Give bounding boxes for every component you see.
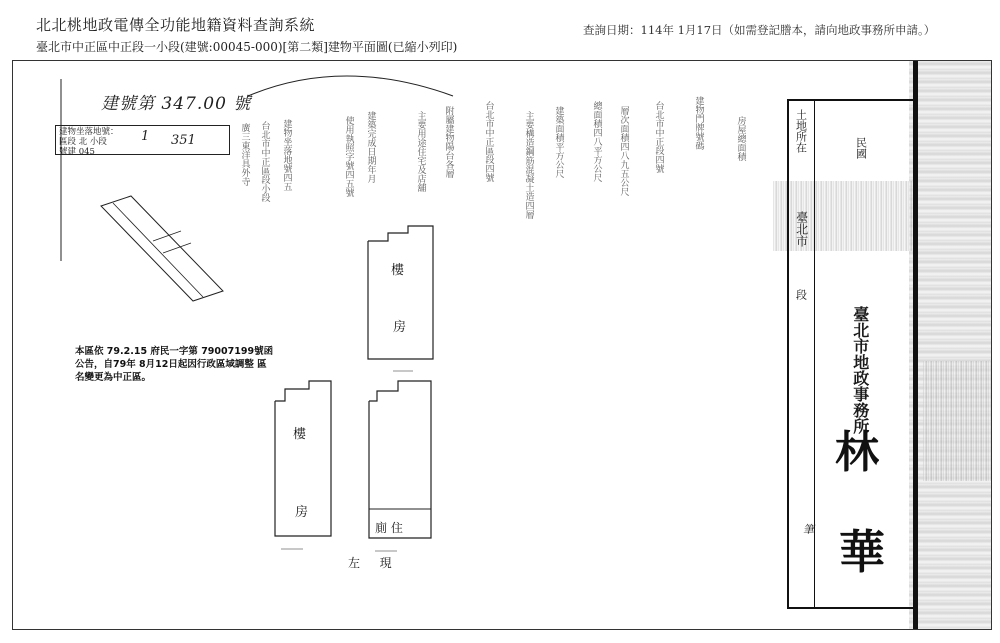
document-subtitle: 臺北市中正區中正段一小段(建號:00045-000)[第二類]建物平面圖(已縮小列印): [36, 40, 458, 54]
handwritten-note: 房屋總面積: [735, 116, 746, 161]
room-label: 樓: [391, 263, 405, 278]
handwritten-note: 總面積四八平方公尺: [591, 101, 602, 182]
scan-noise: [923, 361, 992, 481]
room-label: 廁 住: [375, 521, 403, 535]
room-label: 樓: [293, 427, 307, 442]
building-number: 建號第 347.00 號: [101, 94, 252, 114]
scanned-floor-plan: [12, 60, 992, 630]
scan-shadow: [909, 61, 992, 630]
stamp-republic-label: 民國: [854, 137, 868, 159]
stamp-district-label: 臺北市: [794, 211, 809, 247]
handwritten-note: 主要構造鋼筋混凝土造四層: [523, 111, 534, 219]
lot-number-value: 351: [171, 133, 196, 148]
chief-label: 筆: [803, 523, 814, 536]
location-line-2: 區段 北 小段: [59, 137, 107, 147]
handwritten-note: 主要用途住宅及店舖: [415, 111, 426, 192]
sub-section-value: 1: [141, 129, 150, 144]
location-box-text: [59, 127, 119, 157]
handwritten-note: 建物坐落地號四五: [281, 119, 292, 191]
handwritten-note: 層次面積四八九五公尺: [618, 106, 629, 196]
location-line-3: 號建 045: [59, 147, 95, 157]
stamp-office-name: 臺北市地政事務所: [850, 306, 870, 434]
handwritten-note: 台北市中正段四號: [653, 101, 664, 173]
room-label: 房: [393, 320, 407, 335]
location-line-1: 建物坐落地號：: [59, 127, 119, 137]
district-change-notice: 本區依 79.2.15 府民一字第 79007199號函公告，自79年 8月12日起因行政區域調整 區名變更為中正區。: [75, 346, 274, 383]
handwritten-note: 廣三東洋具外寺: [239, 123, 250, 186]
chief-seal: 林: [835, 427, 879, 478]
handwritten-note: 使用執照字號四五號: [343, 116, 354, 197]
handwritten-note: 建物門牌號碼: [693, 96, 704, 150]
stamp-segment-label: 段: [794, 289, 808, 300]
query-date: 查詢日期：114年 1月17日（如需登記謄本，請向地政事務所申請。）: [583, 23, 936, 37]
scan-edge-band: [913, 61, 918, 630]
chief-signature: 華: [839, 525, 885, 579]
handwritten-note: 建築完成日期年月: [365, 111, 376, 183]
handwritten-note: 台北市中正區段四號: [483, 101, 494, 182]
room-label: 房: [295, 505, 309, 520]
plan-label: 左 現: [348, 556, 392, 570]
handwritten-note: 台北市中正區段小段: [259, 121, 270, 202]
stamp-land-label: 土地所在: [794, 109, 808, 153]
handwritten-note: 建築面積平方公尺: [553, 106, 564, 178]
handwritten-note: 附屬建物陽台各層: [443, 106, 454, 178]
system-title: 北北桃地政電傳全功能地籍資料查詢系統: [36, 16, 316, 34]
